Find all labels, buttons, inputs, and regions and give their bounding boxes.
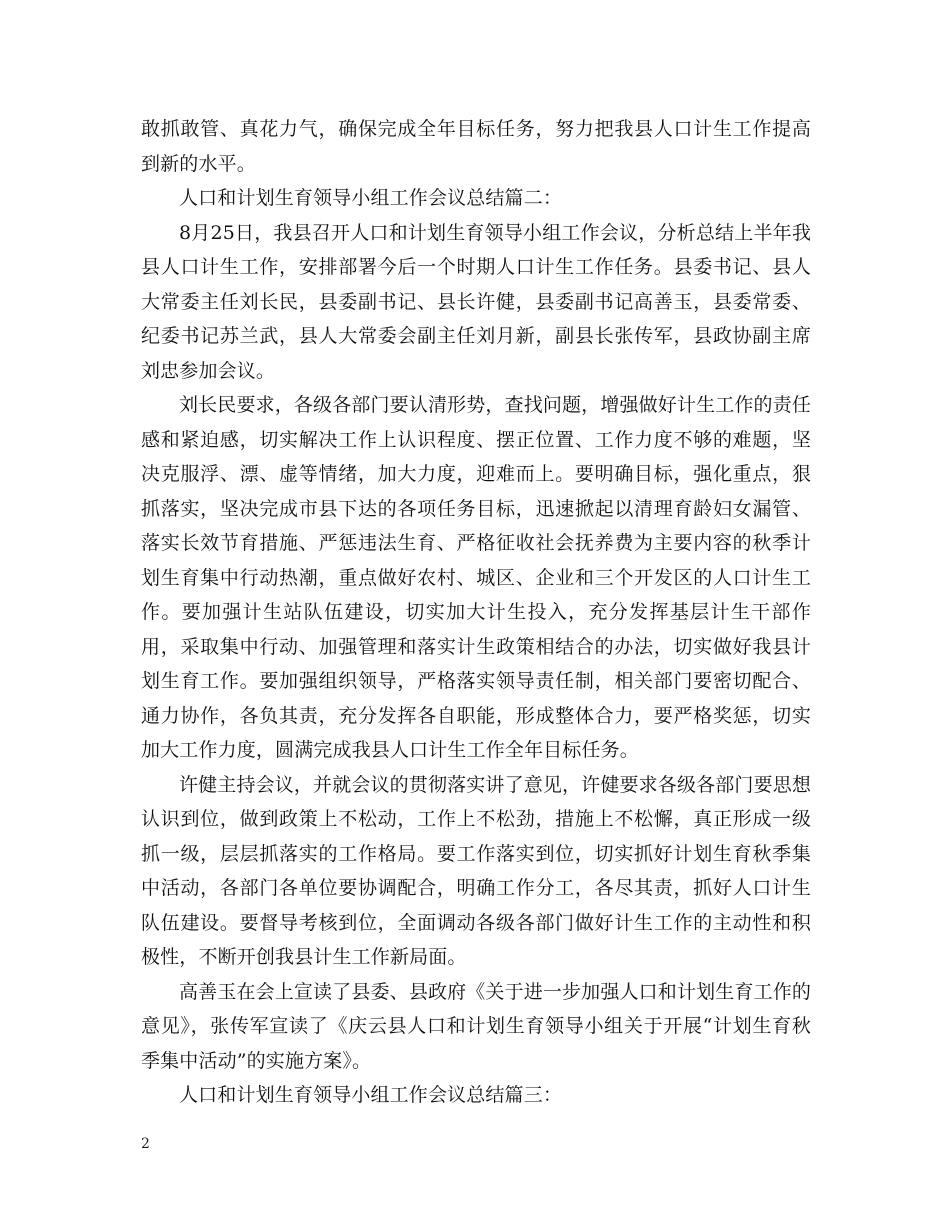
paragraph-documents-read: 高善玉在会上宣读了县委、县政府《关于进一步加强人口和计划生育工作的意见》，张传军宣读了《庆云县人口和计划生育领导小组关于开展“计划生育秋季集中活动”的实施方案》。 (141, 980, 811, 1072)
page-number: 2 (141, 1136, 150, 1152)
section-heading-part-three: 人口和计划生育领导小组工作会议总结篇三： (179, 1084, 563, 1106)
paragraph-liu-changmin-requirements: 刘长民要求，各级各部门要认清形势，查找问题，增强做好计生工作的责任感和紧迫感，切实解决工作上认识程度、摆正位置、工作力度不够的难题，坚决克服浮、漂、虚等情绪，加大力度，迎难而上。要明确目标，强化重点，狠抓落实，坚决完成市县下达的各项任务目标，迅速掀起以清理育龄妇女漏管、落实长效节育措施、严惩违法生育、严格征收社会抚养费为主要内容的秋季计划生育集中行动热潮，重点做好农村、城区、企业和三个开发区的人口计生工作。要加强计生站队伍建设，切实加大计生投入，充分发挥基层计生干部作用，采取集中行动、加强管理和落实计生政策相结合的办法，切实做好我县计划生育工作。要加强组织领导，严格落实领导责任制，相关部门要密切配合、通力协作，各负其责，充分发挥各自职能，形成整体合力，要严格奖惩，切实加大工作力度，圆满完成我县人口计生工作全年目标任务。 (141, 394, 811, 761)
paragraph-xu-jian-remarks: 许健主持会议，并就会议的贯彻落实讲了意见，许健要求各级各部门要思想认识到位，做到政策上不松动，工作上不松劲，措施上不松懈，真正形成一级抓一级，层层抓落实的工作格局。要工作落实到位，切实抓好计划生育秋季集中活动，各部门各单位要协调配合，明确工作分工，各尽其责，抓好人口计生队伍建设。要督导考核到位，全面调动各级各部门做好计生工作的主动性和积极性，不断开创我县计生工作新局面。 (141, 773, 811, 968)
paragraph-continuation: 敢抓敢管、真花力气，确保完成全年目标任务，努力把我县人口计生工作提高到新的水平。 (141, 118, 811, 175)
paragraph-meeting-overview: 8月25日，我县召开人口和计划生育领导小组工作会议，分析总结上半年我县人口计生工作，安排部署今后一个时期人口计生工作任务。县委书记、县人大常委主任刘长民，县委副书记、县长许健，县委副书记高善玉，县委常委、纪委书记苏兰武，县人大常委会副主任刘月新，副县长张传军，县政协副主席刘忠参加会议。 (141, 221, 811, 382)
section-heading-part-two: 人口和计划生育领导小组工作会议总结篇二： (179, 187, 563, 209)
document-body (141, 112, 811, 1113)
